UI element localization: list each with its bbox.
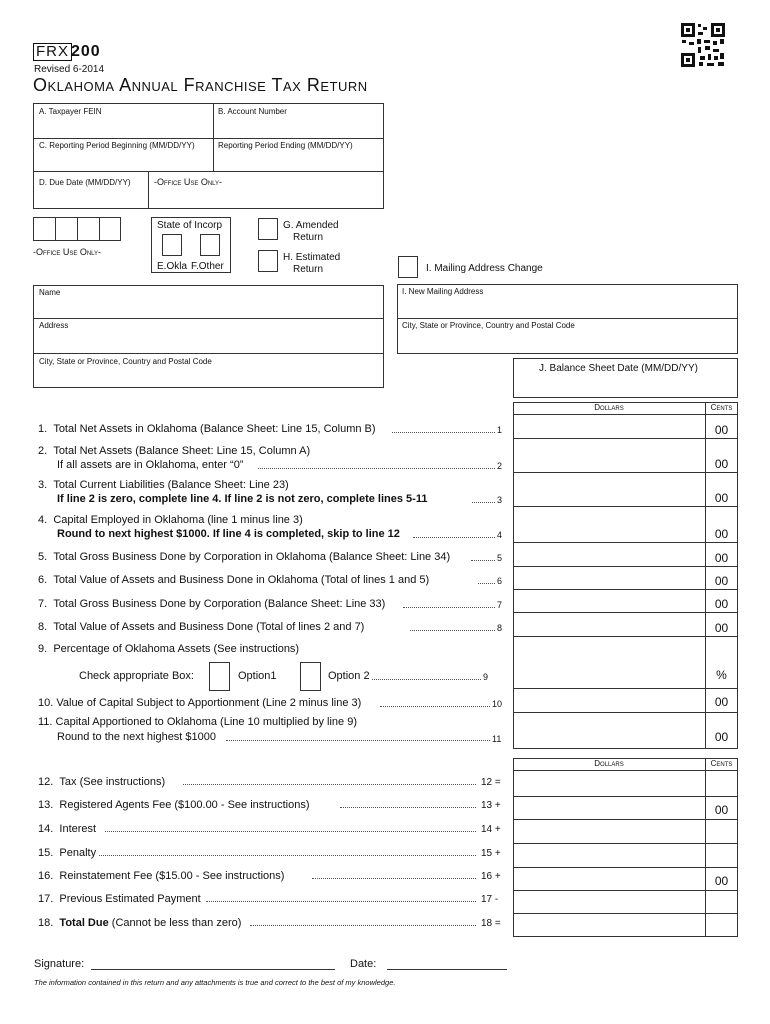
- line-number: 1.: [38, 423, 48, 435]
- line-15-ref: 15 +: [481, 848, 501, 859]
- line-10-label: [38, 697, 361, 709]
- dot-leader: [258, 468, 495, 469]
- period-beginning-field[interactable]: C. Reporting Period Beginning (MM/DD/YY): [39, 141, 195, 150]
- okla-checkbox[interactable]: [162, 234, 182, 256]
- line-14-amount-field[interactable]: [514, 821, 704, 841]
- line-6-amount-field[interactable]: [514, 568, 704, 588]
- line-6-label: [38, 574, 429, 586]
- taxpayer-fein-field[interactable]: A. Taxpayer FEIN: [39, 107, 102, 116]
- line-text: Capital Employed in Oklahoma (line 1 minus line 3): [53, 514, 303, 526]
- form-code-box: [33, 43, 72, 61]
- line-2-cents: 00: [714, 457, 729, 471]
- line-14-dots: [105, 831, 476, 832]
- line-text: Tax (See instructions): [59, 776, 166, 788]
- revised-date: Revised 6-2014: [34, 64, 105, 75]
- line-text: Penalty: [59, 847, 97, 859]
- form-code: FRX: [36, 43, 69, 60]
- line-10-cents: 00: [714, 695, 729, 709]
- date-label: Date:: [350, 958, 377, 970]
- line-number: 17.: [38, 893, 54, 905]
- line-13-amount-field[interactable]: [514, 797, 704, 817]
- line-number: 6.: [38, 574, 48, 586]
- city-label: City, State or Province, Country and Postal Code: [39, 357, 212, 366]
- line-17-label: [38, 893, 201, 905]
- okla-label: E.Okla: [157, 261, 188, 272]
- line-7-cents: 00: [714, 597, 729, 611]
- line-18-amount-field[interactable]: [514, 915, 704, 935]
- line-9-percent: %: [716, 668, 727, 682]
- amended-label: G. Amended: [283, 220, 339, 231]
- line-text: Total Value of Assets and Business Done (Total of lines 2 and 7): [53, 621, 365, 633]
- line-18-ref: 18 =: [481, 918, 501, 929]
- line-number: 8.: [38, 621, 48, 633]
- account-number-field[interactable]: B. Account Number: [218, 107, 287, 116]
- line-text: Reinstatement Fee ($15.00 - See instructions): [59, 870, 285, 882]
- address-field[interactable]: [33, 318, 384, 354]
- line-text: Capital Apportioned to Oklahoma (Line 10 multiplied by line 9): [55, 716, 357, 728]
- cents-header: Cents: [710, 403, 733, 412]
- line-13-ref: 13 +: [481, 800, 501, 811]
- option2-label: Option 2: [328, 670, 370, 682]
- new-mailing-label: I. New Mailing Address: [402, 287, 484, 296]
- line-18-label: [38, 917, 241, 929]
- address-label: Address: [39, 321, 69, 330]
- line-1-amount-field[interactable]: [514, 417, 704, 437]
- line-9-label: [38, 643, 299, 655]
- line-2-label: [38, 445, 310, 457]
- line-7-label: [38, 598, 385, 610]
- line-12-ref: 12 =: [481, 777, 501, 788]
- line-6-ref: 6: [497, 576, 503, 586]
- dot-leader: [478, 583, 495, 584]
- line-3-label: [38, 479, 289, 491]
- line-5-ref: 5: [497, 553, 503, 563]
- line-2-sublabel: If all assets are in Oklahoma, enter “0”: [57, 459, 244, 471]
- line-15-label: [38, 847, 96, 859]
- line-16-amount-field[interactable]: [514, 868, 704, 888]
- lower-cents-header: Cents: [710, 759, 733, 768]
- line-11-sublabel: Round to the next highest $1000: [57, 731, 217, 743]
- line-17-amount-field[interactable]: [514, 891, 704, 911]
- line-number: 2.: [38, 445, 48, 457]
- dot-leader: [372, 679, 481, 680]
- line-number: 13.: [38, 799, 54, 811]
- dot-leader: [380, 706, 490, 707]
- name-label: Name: [39, 288, 61, 297]
- line-number: 16.: [38, 870, 54, 882]
- dot-leader: [472, 502, 495, 503]
- line-3-cents: 00: [714, 491, 729, 505]
- line-text: Total Net Assets in Oklahoma (Balance Sheet: Line 15, Column B): [53, 423, 376, 435]
- line-text: Total Value of Assets and Business Done in Oklahoma (Total of lines 1 and 5): [53, 574, 430, 586]
- line-4-label: [38, 514, 303, 526]
- line-10-ref: 10: [492, 699, 503, 709]
- estimated-return-checkbox[interactable]: [258, 250, 278, 272]
- line-17-ref: 17 -: [481, 894, 499, 905]
- check-box-label: Check appropriate Box:: [79, 670, 194, 682]
- other-checkbox[interactable]: [200, 234, 220, 256]
- line-text: Percentage of Oklahoma Assets (See instructions): [53, 643, 300, 655]
- line-11-cents: 00: [714, 730, 729, 744]
- dot-leader: [226, 740, 490, 741]
- line-text: Total Current Liabilities (Balance Sheet: Line 23): [53, 479, 289, 491]
- dot-leader: [413, 537, 495, 538]
- line-5-label: [38, 551, 450, 563]
- line-13-label: [38, 799, 310, 811]
- estimated-return-label: Return: [293, 264, 324, 275]
- line-text: Total Gross Business Done by Corporation (Balance Sheet: Line 33): [53, 598, 386, 610]
- line-text: Total Net Assets (Balance Sheet: Line 15, Column A): [53, 445, 311, 457]
- line-5-amount-field[interactable]: [514, 545, 704, 565]
- line-6-cents: 00: [714, 574, 729, 588]
- line-text: Interest: [59, 823, 97, 835]
- amended-return-checkbox[interactable]: [258, 218, 278, 240]
- line-13-dots: [340, 807, 476, 808]
- line-text: Total Gross Business Done by Corporation in Oklahoma (Balance Sheet: Line 34): [53, 551, 451, 563]
- line-16-label: [38, 870, 284, 882]
- line-8-amount-field[interactable]: [514, 615, 704, 635]
- line-13-cents: 00: [714, 803, 729, 817]
- option1-checkbox[interactable]: [209, 662, 230, 691]
- line-14-label: [38, 823, 96, 835]
- line-3-amount-field[interactable]: [514, 485, 704, 505]
- line-1-cents: 00: [714, 423, 729, 437]
- line-text: Value of Capital Subject to Apportionment (Line 2 minus line 3): [56, 697, 362, 709]
- line-7-amount-field[interactable]: [514, 591, 704, 611]
- line-9-ref: 9: [483, 672, 489, 682]
- option1-label: Option1: [238, 670, 277, 682]
- address-change-checkbox[interactable]: [398, 256, 418, 278]
- form-title: Oklahoma Annual Franchise Tax Return: [33, 75, 368, 95]
- line-4-amount-field[interactable]: [514, 521, 704, 541]
- line-number: 10.: [38, 697, 54, 709]
- line-number: 4.: [38, 514, 48, 526]
- line-15-dots: [99, 855, 476, 856]
- line-16-dots: [312, 878, 476, 879]
- period-ending-field[interactable]: Reporting Period Ending (MM/DD/YY): [218, 141, 353, 150]
- state-of-incorp-label: State of Incorp: [157, 220, 223, 231]
- line-8-label: [38, 621, 364, 633]
- line-text: (Cannot be less than zero): [108, 917, 242, 929]
- office-use-label-2: -Office Use Only-: [33, 247, 102, 257]
- line-8-cents: 00: [714, 621, 729, 635]
- line-12-label: [38, 776, 165, 788]
- line-1-label: [38, 423, 376, 435]
- line-18-dots: [250, 925, 476, 926]
- name-field[interactable]: [33, 285, 384, 319]
- line-number: 15.: [38, 847, 54, 859]
- line-3-ref: 3: [497, 495, 503, 505]
- line-number: 12.: [38, 776, 54, 788]
- line-3-sublabel: If line 2 is zero, complete line 4. If line 2 is not zero, complete lines 5-11: [57, 493, 428, 505]
- line-11-label: [38, 716, 357, 728]
- due-date-field[interactable]: D. Due Date (MM/DD/YY): [39, 178, 131, 187]
- line-4-ref: 4: [497, 530, 503, 540]
- certification-note: The information contained in this return and any attachments is true and correct to the best of my knowledge.: [34, 978, 396, 987]
- line-5-cents: 00: [714, 551, 729, 565]
- lower-dollars-header: Dollars: [594, 759, 624, 768]
- signature-field[interactable]: [91, 957, 335, 970]
- line-14-ref: 14 +: [481, 824, 501, 835]
- address-change-label: I. Mailing Address Change: [426, 263, 543, 274]
- line-number: 9.: [38, 643, 48, 655]
- line-number: 11.: [38, 716, 53, 728]
- line-1-ref: 1: [497, 425, 503, 435]
- dot-leader: [410, 630, 495, 631]
- line-2-amount-field[interactable]: [514, 451, 704, 471]
- dot-leader: [392, 432, 495, 433]
- line-16-cents: 00: [714, 874, 729, 888]
- dot-leader: [403, 607, 495, 608]
- qr-code-icon: [680, 22, 726, 68]
- form-number: 200: [71, 43, 101, 60]
- line-15-amount-field[interactable]: [514, 845, 704, 865]
- line-8-ref: 8: [497, 623, 503, 633]
- top-field-grid: [33, 103, 384, 209]
- balance-sheet-date-label: J. Balance Sheet Date (MM/DD/YY): [539, 363, 698, 374]
- date-field[interactable]: [387, 957, 507, 970]
- line-16-ref: 16 +: [481, 871, 501, 882]
- line-17-dots: [206, 901, 476, 902]
- line-text: Registered Agents Fee ($100.00 - See instructions): [59, 799, 310, 811]
- line-number: 7.: [38, 598, 48, 610]
- estimated-label: H. Estimated: [283, 252, 341, 263]
- line-text: Previous Estimated Payment: [59, 893, 201, 905]
- line-number: 14.: [38, 823, 54, 835]
- line-12-amount-field[interactable]: [514, 774, 704, 794]
- line-12-dots: [183, 784, 476, 785]
- line-7-ref: 7: [497, 600, 503, 610]
- line-4-cents: 00: [714, 527, 729, 541]
- new-city-label: City, State or Province, Country and Postal Code: [402, 321, 575, 330]
- dot-leader: [471, 560, 495, 561]
- line-11-ref: 11: [492, 734, 502, 744]
- line-number: 18.: [38, 917, 54, 929]
- line-4-sublabel: Round to next highest $1000. If line 4 is completed, skip to line 12: [57, 528, 400, 540]
- office-use-label: -Office Use Only-: [154, 177, 223, 187]
- line-text-bold: Total Due: [59, 917, 109, 929]
- other-label: F.Other: [191, 261, 224, 272]
- line-number: 5.: [38, 551, 48, 563]
- line-2-ref: 2: [497, 461, 503, 471]
- signature-label: Signature:: [34, 958, 85, 970]
- amended-return-label: Return: [293, 232, 324, 243]
- option2-checkbox[interactable]: [300, 662, 321, 691]
- dollars-header: Dollars: [594, 403, 624, 412]
- line-number: 3.: [38, 479, 48, 491]
